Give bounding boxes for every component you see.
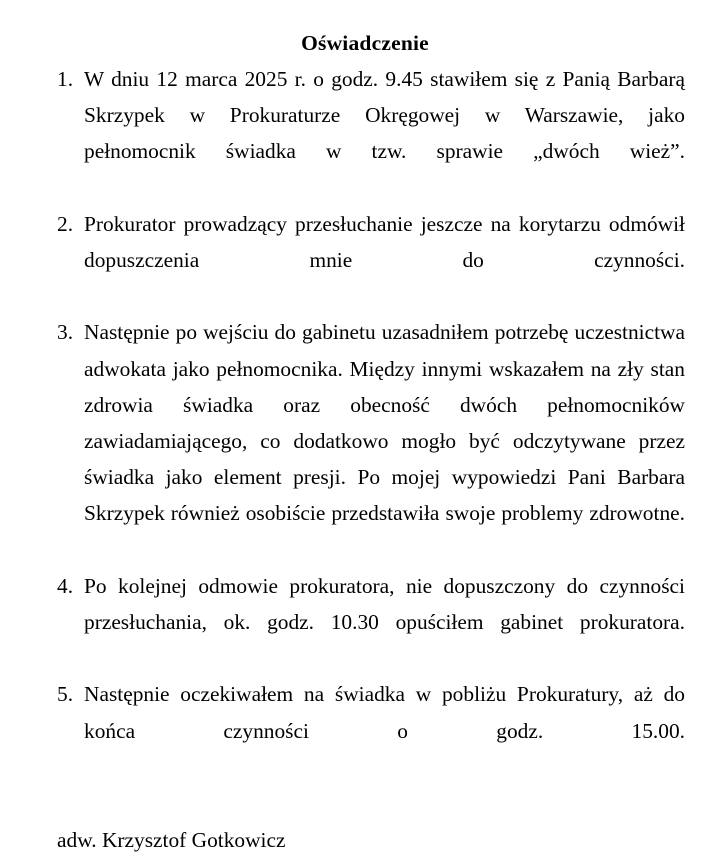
list-item-number: 4. xyxy=(57,573,74,598)
list-item xyxy=(45,314,685,567)
list-item-number: 1. xyxy=(57,67,74,91)
list-item-text: W dniu 12 marca 2025 r. o godz. 9.45 stawiłem się z Panią Barbarą Skrzypek w Prokuraturze Okręgowej w Warszawie, jako pełnomocnik świadka w tzw. sprawie „dwóch wież”. xyxy=(84,67,685,164)
list-item-text: Prokurator prowadzący przesłuchanie jeszcze na korytarzu odmówił dopuszczenia mnie do czynności. xyxy=(84,211,685,273)
list-item-text: Następnie po wejściu do gabinetu uzasadniłem potrzebę uczestnictwa adwokata jako pełnomocnika. Między innymi wskazałem na zły stan zdrowia świadka oraz obecność dwóch pełnomocników zawiadamiającego, co dodatkowo mogło być odczytywane przez świadka jako element presji. Po mojej wypowiedzi Pani Barbara Skrzypek również osobiście przedstawiła swoje problemy zdrowotne. xyxy=(84,320,685,526)
list-item-text: Po kolejnej odmowie prokuratora, nie dopuszczony do czynności przesłuchania, ok. godz. 10.30 opuściłem gabinet prokuratora. xyxy=(84,573,685,635)
signature: adw. Krzysztof Gotkowicz xyxy=(57,828,286,853)
list-item-number: 5. xyxy=(57,682,74,707)
list-item xyxy=(45,61,685,206)
list-item xyxy=(45,206,685,315)
numbered-statement-list xyxy=(45,61,685,785)
list-item xyxy=(45,568,685,677)
list-item-number: 2. xyxy=(57,211,74,236)
list-item xyxy=(45,676,685,785)
document-body xyxy=(45,30,685,858)
list-item-text: Następnie oczekiwałem na świadka w pobliżu Prokuratury, aż do końca czynności o godz. 15.00. xyxy=(84,682,685,743)
page-title: Oświadczenie xyxy=(301,31,429,55)
list-item-number: 3. xyxy=(57,320,74,345)
